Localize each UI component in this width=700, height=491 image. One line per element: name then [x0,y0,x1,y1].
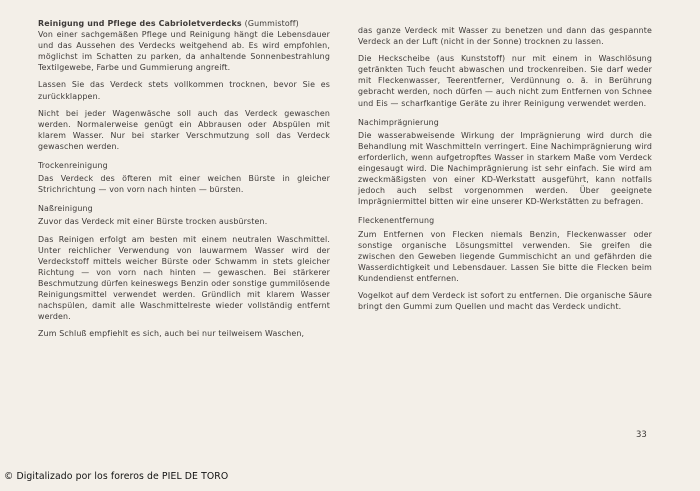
subheading-nassreinigung: Naßreinigung [38,204,93,214]
paragraph: das ganze Verdeck mit Wasser zu benetzen und dann das gespannte Verdeck an der Luft (nicht in der Sonne) trocknen zu lassen. [358,26,652,47]
paragraph: Zum Schluß empfiehlt es sich, auch bei nur teilweisem Waschen, [38,329,305,339]
paragraph: Zuvor das Verdeck mit einer Bürste trocken ausbürsten. [38,217,268,227]
paragraph: Vogelkot auf dem Verdeck ist sofort zu entfernen. Die organische Säure bringt den Gummi zum Quellen und macht das Verdeck undicht. [358,290,652,312]
paragraph: Die Heckscheibe (aus Kunststoff) nur mit einem in Waschlösung getränkten Tuch feucht abwaschen und trockenreiben. Sie darf weder mit Fleckenwasser, Teerentferner, Verdünnung o. ä. in Berührung gebracht werden, noch dürfen — auch nicht zum Entfernen von Schnee und Eis — scharfkantige Geräte zu ihrer Reinigung verwendet werden. [358,54,652,108]
right-column [358,25,652,318]
left-column [38,18,330,345]
section-title-text: Reinigung und Pflege des Cabrioletverdecks [38,19,242,28]
section-title [38,18,330,29]
paragraph: Lassen Sie das Verdeck stets vollkommen trocknen, bevor Sie es zurückklappen. [38,80,330,101]
subheading-trockenreinigung: Trockenreinigung [38,161,108,171]
paragraph: Das Reinigen erfolgt am besten mit einem neutralen Waschmittel. Unter reichlicher Verwendung von lauwarmem Wasser wird der Verdeckstoff mittels weicher Bürste oder Schwamm in stets gleicher Richtung — von vorn nach hinten — gewaschen. Bei stärkerer Beschmutzung dürfen keineswegs Benzin oder sonstige gummilösende Reinigungsmittel verwendet werden. Gründlich mit klarem Wasser nachspülen, damit alle Waschmittelreste wieder vollständig entfernt werden. [38,234,330,322]
subheading-nachimpraegnierung: Nachimprägnierung [358,117,439,127]
paragraph: Das Verdeck des öfteren mit einer weichen Bürste in gleicher Strichrichtung — von vorn nach hinten — bürsten. [38,174,330,195]
section-title-material: (Gummistoff) [244,19,299,28]
page-number: 33 [636,430,647,440]
paragraph: Zum Entfernen von Flecken niemals Benzin, Fleckenwasser oder sonstige organische Lösungsmittel verwenden. Sie greifen die zwischen den Geweben liegende Gummischicht an und gefährden die Wasserdichtigkeit und Lebensdauer. Lassen Sie bitte die Flecken beim Kundendienst entfernen. [358,229,652,283]
subheading-fleckenentfernung: Fleckenentfernung [358,216,435,226]
paragraph: Die wasserabweisende Wirkung der Imprägnierung wird durch die Behandlung mit Waschmitteln verringert. Eine Nachimprägnierung wird erforderlich, wenn aufgetropftes Wasser in starkem Maße vom Verdeck eingesaugt wird. Die Nachimprägnierung ist sehr einfach. Sie wird am zweckmäßigsten von einer KD-Werkstatt ausgeführt, kann notfalls jedoch auch selbst vorgenommen werden. Über geeignete Imprägniermittel bitten wir eine unserer KD-Werkstätten zu befragen. [358,130,652,207]
scan-credit: © Digitalizado por los foreros de PIEL DE TORO [4,471,229,482]
paragraph: Von einer sachgemäßen Pflege und Reinigung hängt die Lebensdauer und das Aussehen des Verdecks weitgehend ab. Es wird empfohlen, möglichst im Schatten zu parken, da anhaltende Sonnenbestrahlung Textilgewebe, Farbe und Gummierung angreift. [38,30,330,73]
paragraph: Nicht bei jeder Wagenwäsche soll auch das Verdeck gewaschen werden. Normalerweise genügt ein Abbrausen oder Abspülen mit klarem Wasser. Nur bei starker Verschmutzung soll das Verdeck gewaschen werden. [38,108,330,151]
